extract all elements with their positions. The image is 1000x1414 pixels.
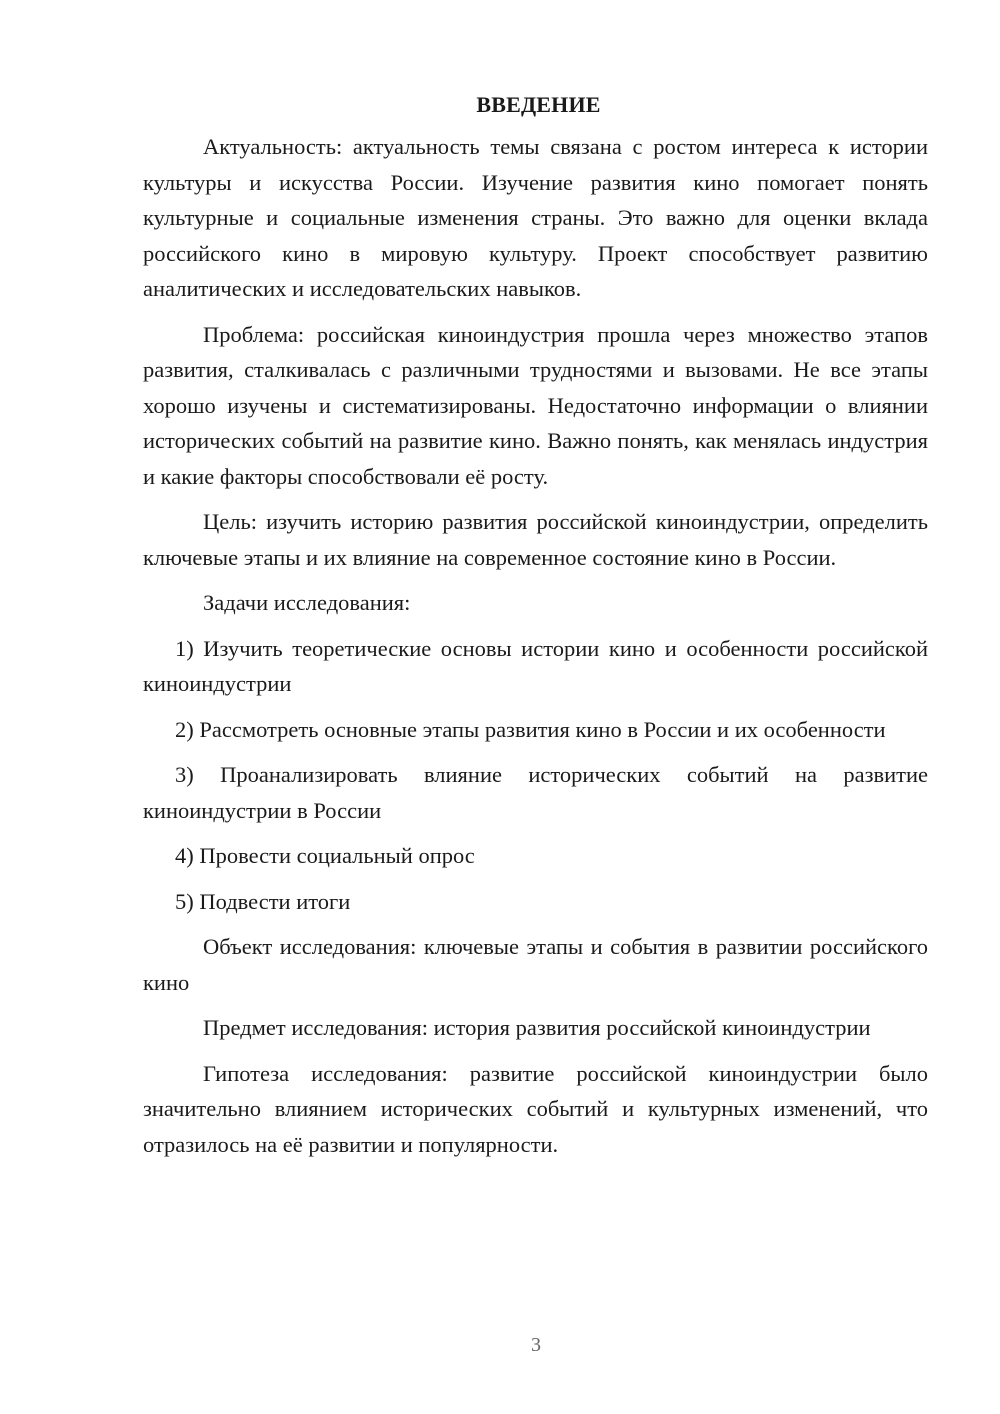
tasks-list bbox=[143, 631, 928, 920]
paragraph-hypothesis: Гипотеза исследования: развитие российской киноиндустрии было значительно влиянием исторических событий и культурных изменений, что отразилось на её развитии и популярности. bbox=[143, 1060, 928, 1157]
paragraph-problem: Проблема: российская киноиндустрия прошла через множество этапов развития, сталкивалась с различными трудностями и вызовами. Не все этапы хорошо изучены и систематизированы. Недостаточно информации о влиянии исторических событий на развитие кино. Важно понять, как менялась индустрия и какие факторы способствовали её росту. bbox=[143, 321, 928, 489]
paragraph-goal: Цель: изучить историю развития российской киноиндустрии, определить ключевые этапы и их влияние на современное состояние кино в России. bbox=[143, 509, 928, 570]
paragraph-relevance: Актуальность: актуальность темы связана с ростом интереса к истории культуры и искусства России. Изучение развития кино помогает понять культурные и социальные изменения страны. Это важно для оценки вклада российского кино в мировую культуру. Проект способствует развитию аналитических и исследовательских навыков. bbox=[143, 134, 928, 301]
list-item: 5) Подвести итоги bbox=[175, 888, 351, 914]
page-title: ВВЕДЕНИЕ bbox=[476, 92, 601, 117]
list-item: 3) Проанализировать влияние исторических событий на развитие киноиндустрии в России bbox=[143, 762, 928, 823]
list-item: 2) Рассмотреть основные этапы развития кино в России и их особенности bbox=[175, 716, 886, 742]
list-item: 4) Провести социальный опрос bbox=[175, 843, 475, 868]
list-item: 1) Изучить теоретические основы истории кино и особенности российской киноиндустрии bbox=[143, 635, 928, 696]
tasks-intro: Задачи исследования: bbox=[203, 590, 411, 615]
page-number: 3 bbox=[531, 1334, 541, 1356]
paragraph-subject: Предмет исследования: история развития российской киноиндустрии bbox=[203, 1015, 871, 1040]
document-page bbox=[143, 92, 928, 1162]
paragraph-object: Объект исследования: ключевые этапы и события в развитии российского кино bbox=[143, 934, 928, 995]
